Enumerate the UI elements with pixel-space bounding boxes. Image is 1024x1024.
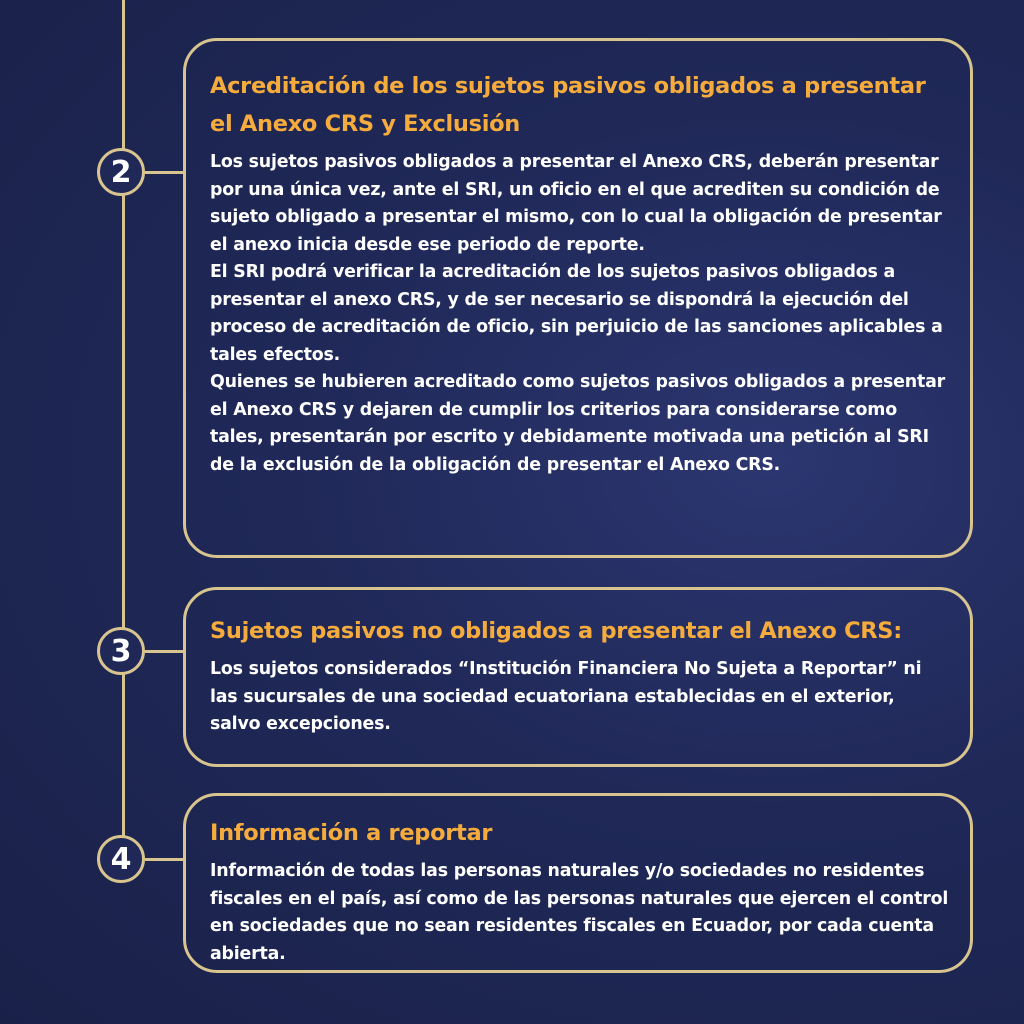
- paragraph: Quienes se hubieren acreditado como sujetos pasivos obligados a presentar el Anexo CRS y dejaren de cumplir los criterios para considerarse como tales, presentarán por escrito y debidamente motivada una petición al SRI de la exclusión de la obligación de presentar el Anexo CRS.: [210, 372, 945, 475]
- paragraph: Los sujetos pasivos obligados a presentar el Anexo CRS, deberán presentar por una única vez, ante el SRI, un oficio en el que acrediten su condición de sujeto obligado a presentar el mismo, con lo cual la obligación de presentar el anexo inicia desde ese periodo de reporte.: [210, 152, 942, 255]
- card-title: Acreditación de los sujetos pasivos obligados a presentar el Anexo CRS y Exclusión: [210, 73, 926, 137]
- connector-4: [145, 858, 183, 861]
- card-body: [210, 656, 950, 739]
- step-number-3: 3: [97, 627, 145, 675]
- timeline-line: [122, 0, 125, 845]
- card-title: Sujetos pasivos no obligados a presentar el Anexo CRS:: [210, 618, 902, 644]
- paragraph: Información de todas las personas naturales y/o sociedades no residentes fiscales en el país, así como de las personas naturales que ejercen el control en sociedades que no sean residentes fiscales en Ecuador, por cada cuenta abierta.: [210, 861, 949, 964]
- connector-2: [145, 171, 183, 174]
- connector-3: [145, 650, 183, 653]
- paragraph: Los sujetos considerados “Institución Financiera No Sujeta a Reportar” ni las sucursales de una sociedad ecuatoriana establecidas en el exterior, salvo excepciones.: [210, 659, 922, 734]
- step-number-2: 2: [97, 148, 145, 196]
- card-body: [210, 149, 950, 479]
- card-no-obligados: [183, 587, 973, 767]
- card-informacion: [183, 793, 973, 973]
- card-title: Información a reportar: [210, 820, 493, 846]
- card-body: [210, 858, 950, 968]
- paragraph: El SRI podrá verificar la acreditación de los sujetos pasivos obligados a presentar el anexo CRS, y de ser necesario se dispondrá la ejecución del proceso de acreditación de oficio, sin perjuicio de las sanciones aplicables a tales efectos.: [210, 262, 943, 365]
- step-number-4: 4: [97, 835, 145, 883]
- card-acreditacion: [183, 38, 973, 558]
